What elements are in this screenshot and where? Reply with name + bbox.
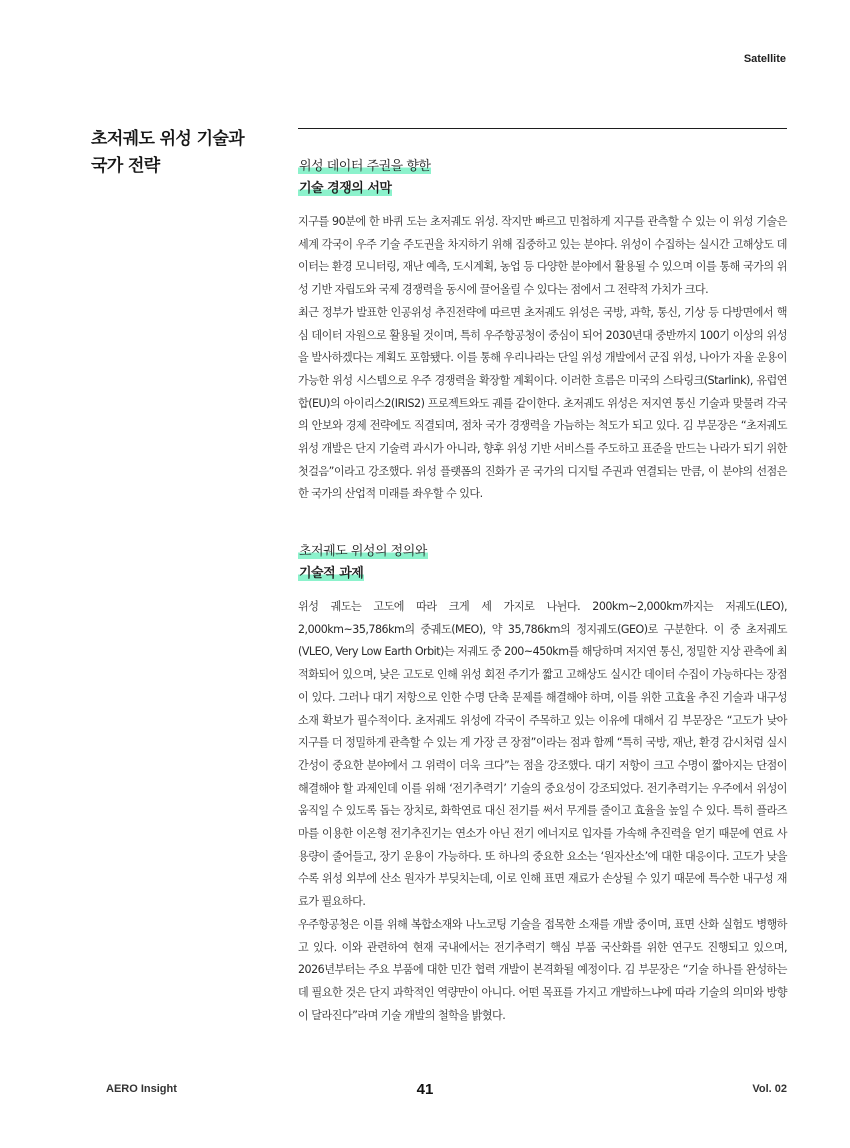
article-title-line-1: 초저궤도 위성 기술과: [91, 129, 245, 149]
section-2-body: [298, 596, 787, 1027]
paragraph: 우주항공청은 이를 위해 복합소재와 나노코팅 기술을 접목한 소재를 개발 중이며, 표면 산화 실험도 병행하고 있다. 이와 관련하여 현재 국내에서는 전기추력기 핵심 부품 국산화를 위한 연구도 진행되고 있으며, 2026년부터는 주요 부품에 대한 민간 협력 개발이 본격화될 예정이다. 김 부문장은 “기술 하나를 완성하는 데 필요한 것은 단지 과학적인 역량만이 아니다. 어떤 목표를 가지고 개발하느냐에 따라 기술의 의미와 방향이 달라진다”라며 기술 개발의 철학을 밝혔다.: [298, 917, 787, 1022]
section-tag: Satellite: [743, 53, 786, 65]
section-2-heading-line-2: 기술적 과제: [299, 566, 364, 581]
paragraph: 최근 정부가 발표한 인공위성 추진전략에 따르면 초저궤도 위성은 국방, 과학, 통신, 기상 등 다방면에서 핵심 데이터 자원으로 활용될 것이며, 특히 우주항공청이 중심이 되어 2030년대 중반까지 100기 이상의 위성을 발사하겠다는 계획도 포함됐다. 이를 통해 우리나라는 단일 위성 개발에서 군집 위성, 나아가 자율 운용이 가능한 위성 시스템으로 우주 경쟁력을 확장할 계획이다. 이러한 흐름은 미국의 스타링크(Starlink), 유럽연합(EU)의 아이리스2(IRIS2) 프로젝트와도 궤를 같이한다. 초저궤도 위성은 저지연 통신 기술과 맞물려 각국의 안보와 경제 전략에도 직결되며, 점차 국가 경쟁력을 가늠하는 척도가 되고 있다. 김 부문장은 “초저궤도 위성 개발은 단지 기술력 과시가 아니라, 향후 위성 기반 서비스를 주도하고 표준을 만드는 나라가 되기 위한 첫걸음”이라고 강조했다. 위성 플랫폼의 진화가 곧 국가의 디지털 주권과 연결되는 만큼, 이 분야의 선점은 한 국가의 산업적 미래를 좌우할 수 있다.: [298, 305, 787, 501]
section-1: [298, 156, 787, 506]
paragraph: 위성 궤도는 고도에 따라 크게 세 가지로 나뉜다. 200km~2,000km까지는 저궤도(LEO), 2,000km~35,786km의 중궤도(MEO), 약 35,786km의 정지궤도(GEO)로 구분한다. 이 중 초저궤도(VLEO, Very Low Earth Orbit)는 저궤도 중 200~450km를 해당하며 저지연 통신, 정밀한 지상 관측에 최적화되어 있으며, 낮은 고도로 인해 위성 회전 주기가 짧고 고해상도 실시간 데이터 수집이 가능하다는 장점이 있다. 그러나 대기 저항으로 인한 수명 단축 문제를 해결해야 하며, 이를 위한 고효율 추진 기술과 내구성 소재 확보가 필수적이다. 초저궤도 위성에 각국이 주목하고 있는 이유에 대해서 김 부문장은 “고도가 낮아 지구를 더 정밀하게 관측할 수 있는 게 가장 큰 장점”이라는 점과 함께 “특히 국방, 재난, 환경 감시처럼 실시간성이 중요한 분야에서 그 위력이 더욱 크다”는 점을 강조했다. 대기 저항이 크고 수명이 짧아지는 단점이 해결해야 할 과제인데 이를 위해 ‘전기추력기’ 기술의 중요성이 강조되었다. 전기추력기는 우주에서 위성이 움직일 수 있도록 돕는 장치로, 화학연료 대신 전기를 써서 무게를 줄이고 효율을 높일 수 있다. 특히 플라즈마를 이용한 이온형 전기추진기는 연소가 아닌 전기 에너지로 입자를 가속해 추진력을 얻기 때문에 연료 사용량이 줄어들고, 장기 운용이 가능하다. 또 하나의 중요한 요소는 ‘원자산소’에 대한 대응이다. 고도가 낮을수록 위성 외부에 산소 원자가 부딪치는데, 이로 인해 표면 재료가 손상될 수 있기 때문에 특수한 내구성 재료가 필요하다.: [298, 600, 787, 909]
top-divider: [298, 128, 787, 129]
paragraph: 지구를 90분에 한 바퀴 도는 초저궤도 위성. 작지만 빠르고 민첩하게 지구를 관측할 수 있는 이 위성 기술은 세계 각국이 우주 기술 주도권을 차지하기 위해 집중하고 있는 분야다. 위성이 수집하는 실시간 고해상도 데이터는 환경 모니터링, 재난 예측, 도시계획, 농업 등 다양한 분야에서 활용될 수 있으며 이를 통해 국가의 위성 기반 자립도와 국제 경쟁력을 동시에 끌어올릴 수 있다는 점에서 그 전략적 가치가 크다.: [298, 215, 787, 297]
page-number: 41: [416, 1081, 434, 1098]
article-title-line-2: 국가 전략: [91, 156, 160, 176]
section-2: [298, 541, 787, 1027]
section-2-heading-line-1: 초저궤도 위성의 정의와: [299, 544, 427, 559]
article-title: [91, 126, 281, 180]
section-1-heading: [298, 156, 787, 200]
magazine-name: AERO Insight: [106, 1083, 177, 1095]
section-1-heading-line-2: 기술 경쟁의 서막: [299, 181, 392, 196]
volume-label: Vol. 02: [752, 1083, 787, 1095]
section-1-heading-line-1: 위성 데이터 주권을 향한: [299, 159, 431, 174]
section-2-heading: [298, 541, 787, 585]
section-1-body: [298, 211, 787, 506]
